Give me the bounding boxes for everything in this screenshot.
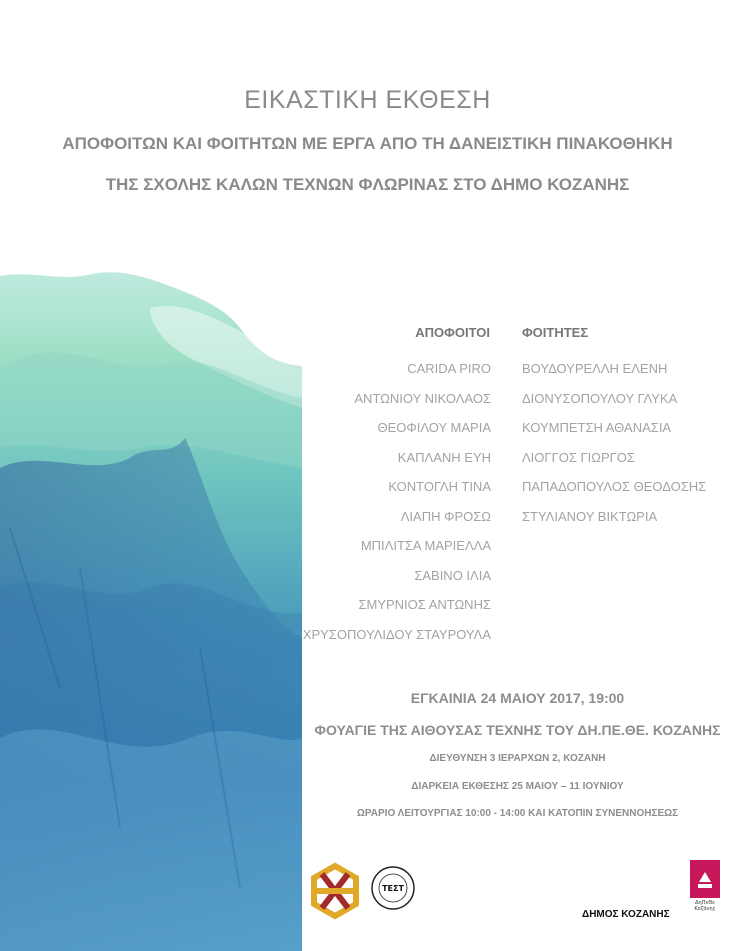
dipethe-logo-icon (690, 860, 720, 912)
students-heading: ΦΟΙΤΗΤΕΣ (522, 325, 589, 340)
graduate-name: ΧΡΥΣΟΠΟΥΛΙΔΟΥ ΣΤΑΥΡΟΥΛΑ (302, 626, 491, 642)
municipality-label: ΔΗΜΟΣ ΚΟΖΑΝΗΣ (582, 909, 670, 920)
graduate-name: ΚΟΝΤΟΓΛΗ ΤΙΝΑ (388, 479, 491, 494)
graduate-name: ΑΝΤΩΝΙΟΥ ΝΙΚΟΛΑΟΣ (354, 390, 491, 406)
poster-subtitle-line2: ΤΗΣ ΣΧΟΛΗΣ ΚΑΛΩΝ ΤΕΧΝΩΝ ΦΛΩΡΙΝΑΣ ΣΤΟ ΔΗΜΟ ΚΟΖΑΝΗΣ (105, 175, 630, 194)
opening-date: ΕΓΚΑΙΝΙΑ 24 ΜΑΙΟΥ 2017, 19:00 (410, 690, 625, 706)
svg-text:Κοζάνης: Κοζάνης (694, 906, 716, 912)
graduate-name: CARIDA PIRO (407, 361, 491, 376)
stamp-logo-icon (370, 865, 416, 911)
graduate-name: ΘΕΟΦΙΛΟΥ ΜΑΡΙΑ (377, 420, 491, 435)
student-name: ΛΙΟΓΓΟΣ ΓΙΩΡΓΟΣ (522, 449, 635, 465)
student-name: ΠΑΠΑΔΟΠΟΥΛΟΣ ΘΕΟΔΟΣΗΣ (522, 479, 707, 494)
poster-subtitle-line1: ΑΠΟΦΟΙΤΩΝ ΚΑΙ ΦΟΙΤΗΤΩΝ ΜΕ ΕΡΓΑ ΑΠΟ ΤΗ ΔΑΝΕΙΣΤΙΚΗ ΠΙΝΑΚΟΘΗΚΗ (62, 134, 673, 153)
poster-title: ΕΙΚΑΣΤΙΚΗ ΕΚΘΕΣΗ (244, 86, 491, 114)
graduates-heading: ΑΠΟΦΟΙΤΟΙ (415, 325, 490, 340)
student-name: ΒΟΥΔΟΥΡΕΛΛΗ ΕΛΕΝΗ (522, 361, 668, 376)
venue: ΦΟΥΑΓΙΕ ΤΗΣ ΑΙΘΟΥΣΑΣ ΤΕΧΝΗΣ ΤΟΥ ΔΗ.ΠΕ.ΘΕ. ΚΟΖΑΝΗΣ (314, 722, 721, 738)
student-name: ΣΤΥΛΙΑΝΟΥ ΒΙΚΤΩΡΙΑ (522, 508, 658, 524)
student-name: ΚΟΥΜΠΕΤΣΗ ΑΘΑΝΑΣΙΑ (522, 420, 672, 435)
student-name: ΔΙΟΝΥΣΟΠΟΥΛΟΥ ΓΛΥΚΑ (522, 390, 678, 406)
opening-hours: ΩΡΑΡΙΟ ΛΕΙΤΟΥΡΓΙΑΣ 10:00 - 14:00 ΚΑΙ ΚΑΤΟΠΙΝ ΣΥΝΕΝΝΟΗΣΕΩΣ (356, 808, 679, 819)
graduate-name: ΛΙΑΠΗ ΦΡΟΣΩ (400, 508, 491, 524)
graduates-list (303, 354, 491, 649)
exhibition-duration: ΔΙΑΡΚΕΙΑ ΕΚΘΕΣΗΣ 25 ΜΑΙΟΥ – 11 ΙΟΥΝΙΟΥ (411, 781, 624, 792)
svg-text:ΔηΠεΘε: ΔηΠεΘε (695, 900, 715, 906)
svg-text:ΤΕΣΤ: ΤΕΣΤ (382, 884, 404, 893)
address: ΔΙΕΥΘΥΝΣΗ 3 ΙΕΡΑΡΧΩΝ 2, ΚΟΖΑΝΗ (429, 753, 606, 764)
graduate-name: ΚΑΠΛΑΝΗ ΕΥΗ (397, 449, 491, 465)
graduate-name: ΣΑΒΙΝΟ ΙΛΙΑ (414, 567, 491, 583)
graduate-name: ΜΠΙΛΙΤΣΑ ΜΑΡΙΕΛΛΑ (360, 538, 491, 553)
graduate-name: ΣΜΥΡΝΙΟΣ ΑΝΤΩΝΗΣ (358, 597, 491, 612)
students-list (522, 354, 706, 531)
university-logo-icon (306, 862, 364, 920)
watercolor-artwork (0, 268, 302, 951)
